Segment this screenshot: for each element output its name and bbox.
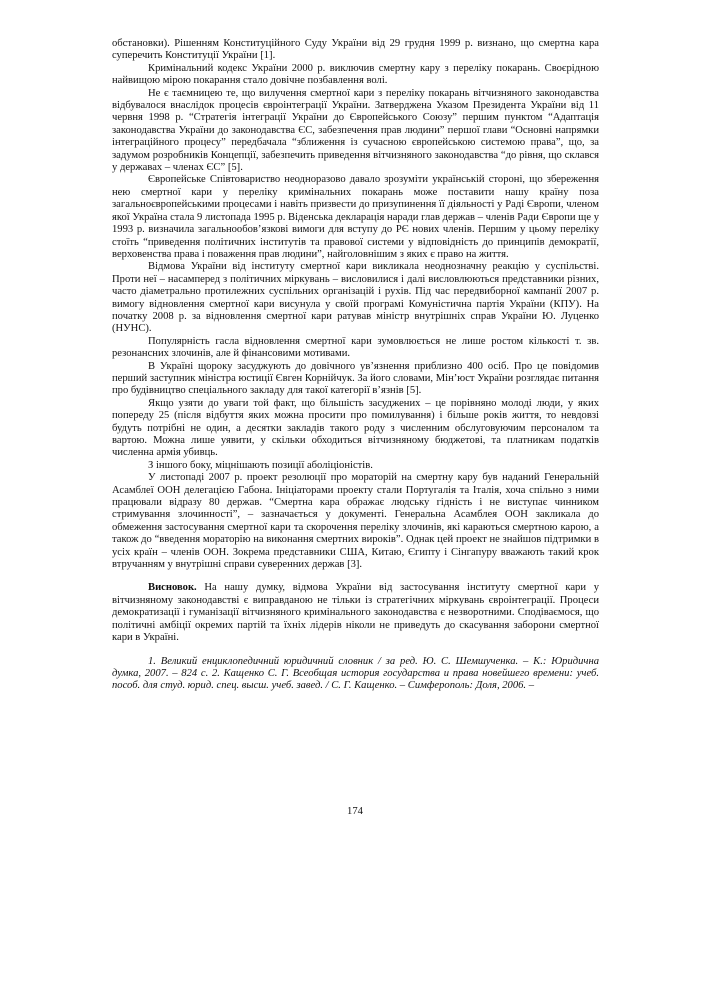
conclusion-label: Висновок.	[148, 582, 197, 594]
document-page	[112, 38, 599, 693]
spacer	[112, 571, 599, 582]
paragraph: В Україні щороку засуджують до довічного ув’язнення приблизно 400 осіб. Про це повідомив перший заступник міністра юстиції Євген Корнійчук. За його словами, Мін’юст України розглядає питання про будівництво спеціального закладу для такої категорії в’язнів [5].	[112, 360, 599, 397]
page-number: 174	[347, 806, 363, 817]
paragraph: Кримінальний кодекс України 2000 р. виключив смертну кару з переліку покарань. Своєрідною найвищою мірою покарання стало довічне позбавлення волі.	[112, 62, 599, 87]
paragraph: Якщо узяти до уваги той факт, що більшість засуджених – це порівняно молоді люди, у яких попереду 25 (після відбуття яких можна просити про помилування) і більше років життя, то невдовзі будуть потрібні не один, а десятки закладів такого роду з численним обслуговуючим персоналом та вартою. Можна лише уявити, у скільки обходиться вітчизняному бюджетові, та платникам податків численна армія убивць.	[112, 397, 599, 459]
paragraph: обстановки). Рішенням Конституційного Суду України від 29 грудня 1999 р. визнано, що смертна кара суперечить Конституції України [1].	[112, 38, 599, 62]
spacer	[112, 645, 599, 656]
references: 1. Великий енциклопедичний юридичний словник / за ред. Ю. С. Шемшученка. – К.: Юридична думка, 2007. – 824 с. 2. Кащенко С. Г. Всеобщая история государства и права новейшего времени: учеб. пособ. для студ. юрид. спец. высш. учеб. завед. / С. Г. Кащенко. – Симферополь: Доля, 2006. –	[112, 655, 599, 692]
conclusion-text: На нашу думку, відмова України від застосування інституту смертної кари у вітчизняному законодавстві є виправданою не тільки із стратегічних міркувань євроінтеграції. Процеси демократизації і гуманізації вітчизняного кримінального законодавства є незворотними. Сподіваємося, що політичні амбіції окремих партій та їхніх лідерів ніколи не приведуть до скасування заборони смертної кари в Україні.	[112, 582, 599, 644]
paragraph: У листопаді 2007 р. проект резолюції про мораторій на смертну кару був наданий Генеральній Асамблеї ООН делегацією Габона. Ініціаторами проекту стали Португалія та Італія, хоча спільно з ними працювали відразу 80 держав. “Смертна кара ображає людську гідність і не виступає чинником стримування злочинності”, – зазначається у документі. Генеральна Асамблея ООН закликала до обмеження застосування смертної кари та скорочення переліку злочинів, які караються смертною карою, а також до “введення мораторію на виконання смертних вироків”. Однак цей проект не знайшов підтримки в усіх країн – членів ООН. Зокрема представники США, Китаю, Єгипту і Сінгапуру вважають такий крок втручанням у внутрішні справи суверенних держав [3].	[112, 472, 599, 571]
paragraph: З іншого боку, міцнішають позиції аболіціоністів.	[148, 459, 373, 471]
paragraph: Відмова України від інституту смертної кари викликала неоднозначну реакцію у суспільстві. Проти неї – насамперед з політичних міркувань – висловилися і далі висловлюються представники різних, часто діаметрально протилежних суспільних організацій і рухів. Під час передвиборної кампанії 2007 р. вимогу відновлення смертної кари висунула у своїй програмі Комуністична партія України (КПУ). На початку 2008 р. за відновлення смертної кари ратував міністр внутрішніх справ України Ю. Луценко (НУНС).	[112, 261, 599, 335]
paragraph: Не є таємницею те, що вилучення смертної кари з переліку покарань вітчизняного законодавства відбувалося внаслідок процесів євроінтеграції України. Затверджена Указом Президента України від 11 червня 1998 р. “Стратегія інтеграції України до Європейського Союзу” першим пунктом “Адаптація законодавства України до законодавства ЄС, забезпечення прав людини” першої глави “Основні напрямки інтеграційного процесу” передбачала “зближення із сучасною європейською системою права”, що, за задумом розробників Концепції, забезпечить приведення вітчизняного законодавства “до рівня, що склався у державах – членах ЄС” [5].	[112, 87, 599, 174]
paragraph: Популярність гасла відновлення смертної кари зумовлюється не лише ростом кількості т. зв. резонансних злочинів, але й фінансовими мотивами.	[112, 335, 599, 360]
conclusion-paragraph	[112, 582, 599, 644]
paragraph: Європейське Співтовариство неодноразово давало зрозуміти українській стороні, що збереження нею смертної кари у переліку кримінальних покарань може поставити нашу країну поза загальноєвропейськими процесами і навіть призвести до призупинення її діяльності у Раді Європи, членом якої Україна стала 9 листопада 1995 р. Віденська декларація наради глав держав – членів Ради Європи ще у 1993 р. визначила загальнообов’язкові вимоги для вступу до РЄ нових членів. Першим у цьому переліку стоїть “приведення політичних інститутів та правової системи у відповідність до принципів демократії, верховенства права і поваження прав людини”, найголовнішим з яких є право на життя.	[112, 174, 599, 260]
